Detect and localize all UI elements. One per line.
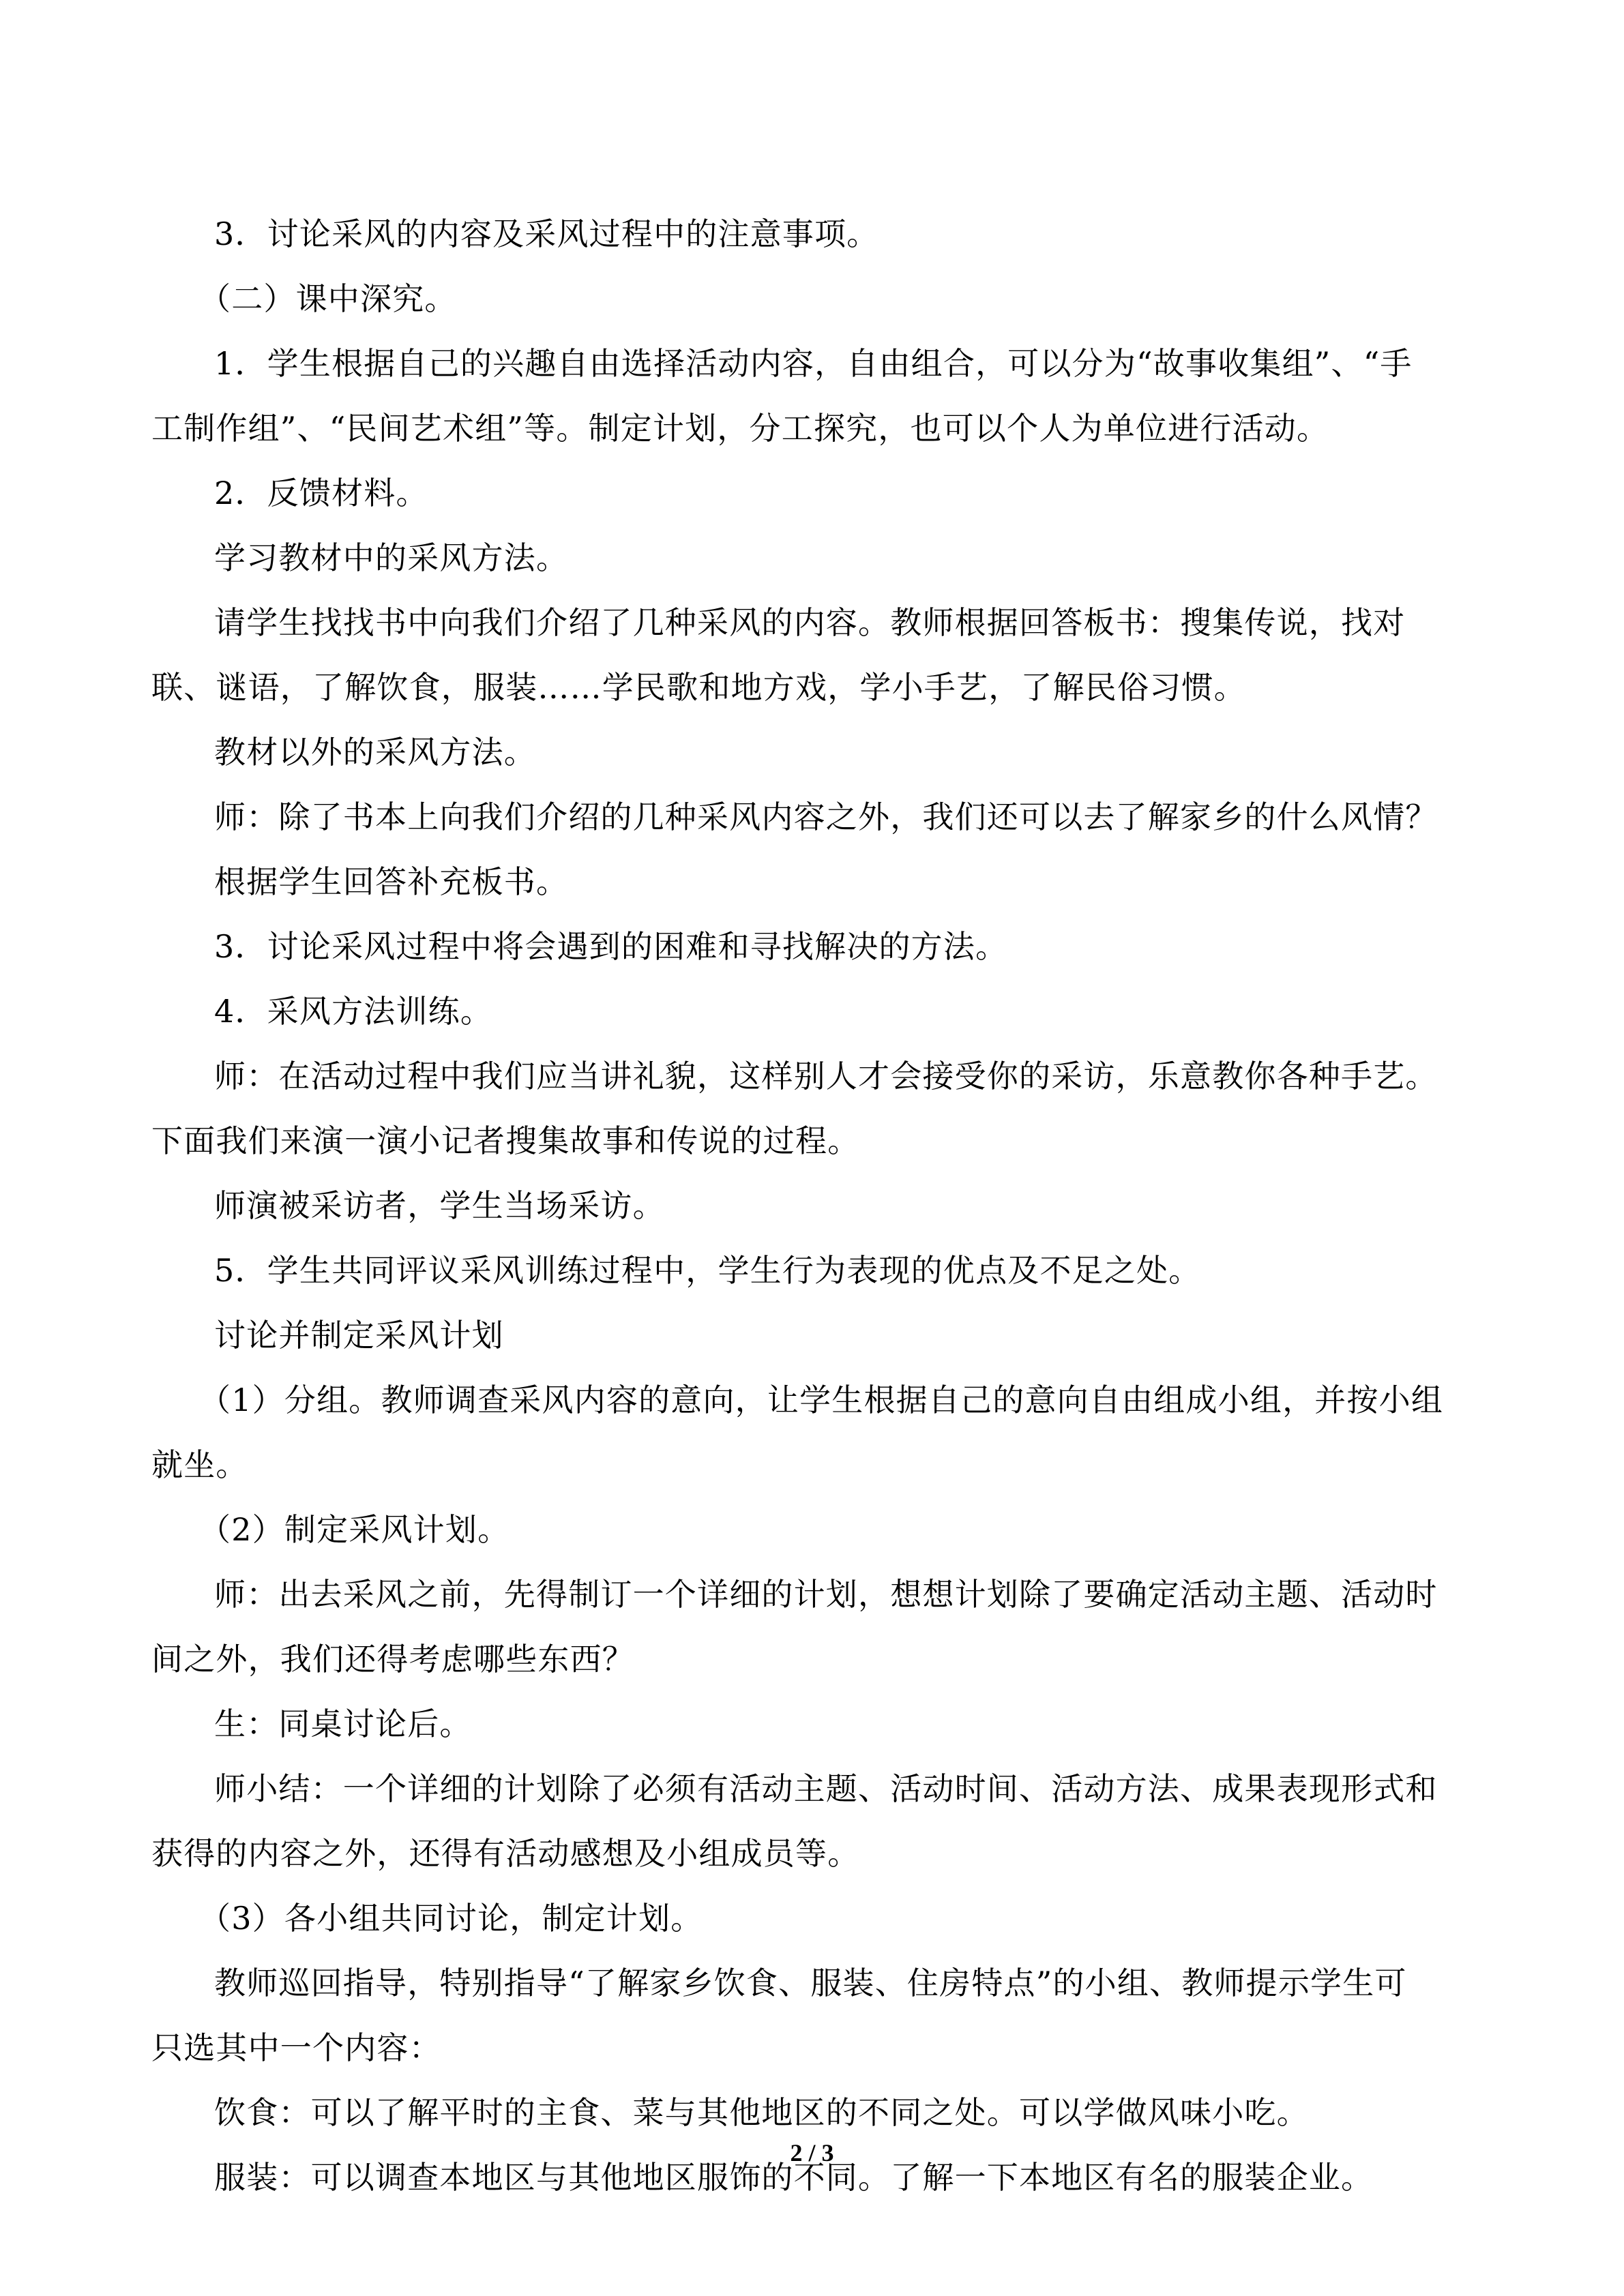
paragraph-line: 服装：可以调查本地区与其他地区服饰的不同。了解一下本地区有名的服装企业。 bbox=[214, 2159, 1374, 2196]
paragraph-line: 联、谜语，了解饮食，服装……学民歌和地方戏，学小手艺，了解民俗习惯。 bbox=[151, 669, 1246, 706]
paragraph-line: 师：出去采风之前，先得制订一个详细的计划，想想计划除了要确定活动主题、活动时 bbox=[214, 1576, 1438, 1613]
paragraph-line: （2）制定采风计划。 bbox=[199, 1511, 510, 1548]
paragraph-line: 师演被采访者，学生当场采访。 bbox=[214, 1187, 665, 1224]
page-number: 2 / 3 bbox=[790, 2139, 834, 2166]
document-body bbox=[151, 202, 1488, 2210]
paragraph-line: 生：同桌讨论后。 bbox=[214, 1705, 472, 1742]
paragraph-line: 请学生找找书中向我们介绍了几种采风的内容。教师根据回答板书：搜集传说，找对 bbox=[214, 604, 1406, 641]
paragraph-line: 4．采风方法训练。 bbox=[214, 993, 493, 1030]
paragraph-line: 学习教材中的采风方法。 bbox=[214, 539, 569, 576]
section-heading: （二）课中深究。 bbox=[199, 280, 457, 317]
paragraph-line: 讨论并制定采风计划 bbox=[214, 1317, 504, 1354]
paragraph-line: 5．学生共同评议采风训练过程中，学生行为表现的优点及不足之处。 bbox=[214, 1252, 1201, 1289]
paragraph-line: 师小结：一个详细的计划除了必须有活动主题、活动时间、活动方法、成果表现形式和 bbox=[214, 1770, 1438, 1807]
paragraph-line: 1．学生根据自己的兴趣自由选择活动内容，自由组合，可以分为“故事收集组”、“手 bbox=[214, 345, 1413, 382]
paragraph-line: （1）分组。教师调查采风内容的意向，让学生根据自己的意向自由组成小组，并按小组 bbox=[199, 1382, 1444, 1418]
paragraph-line: （3）各小组共同讨论，制定计划。 bbox=[199, 1900, 703, 1937]
paragraph-line: 间之外，我们还得考虑哪些东西？ bbox=[151, 1641, 634, 1678]
paragraph-line: 3．讨论采风过程中将会遇到的困难和寻找解决的方法。 bbox=[214, 928, 1008, 965]
paragraph-line: 根据学生回答补充板书。 bbox=[214, 863, 569, 900]
paragraph-line: 获得的内容之外，还得有活动感想及小组成员等。 bbox=[151, 1835, 860, 1872]
paragraph-line: 3．讨论采风的内容及采风过程中的注意事项。 bbox=[214, 215, 879, 252]
paragraph-line: 就坐。 bbox=[151, 1446, 248, 1483]
paragraph-line: 教材以外的采风方法。 bbox=[214, 734, 536, 771]
paragraph-line: 师：除了书本上向我们介绍的几种采风内容之外，我们还可以去了解家乡的什么风情？ bbox=[214, 799, 1438, 835]
paragraph-line: 饮食：可以了解平时的主食、菜与其他地区的不同之处。可以学做风味小吃。 bbox=[214, 2094, 1309, 2131]
paragraph-line: 工制作组”、“民间艺术组”等。制定计划，分工探究，也可以个人为单位进行活动。 bbox=[151, 410, 1329, 447]
paragraph-line: 下面我们来演一演小记者搜集故事和传说的过程。 bbox=[151, 1122, 860, 1159]
paragraph-line: 师：在活动过程中我们应当讲礼貌，这样别人才会接受你的采访，乐意教你各种手艺。 bbox=[214, 1058, 1438, 1094]
paragraph-line: 只选其中一个内容： bbox=[151, 2029, 441, 2066]
paragraph-line: 教师巡回指导，特别指导“了解家乡饮食、服装、住房特点”的小组、教师提示学生可 bbox=[214, 1965, 1407, 2001]
paragraph-line: 2．反馈材料。 bbox=[214, 475, 428, 511]
